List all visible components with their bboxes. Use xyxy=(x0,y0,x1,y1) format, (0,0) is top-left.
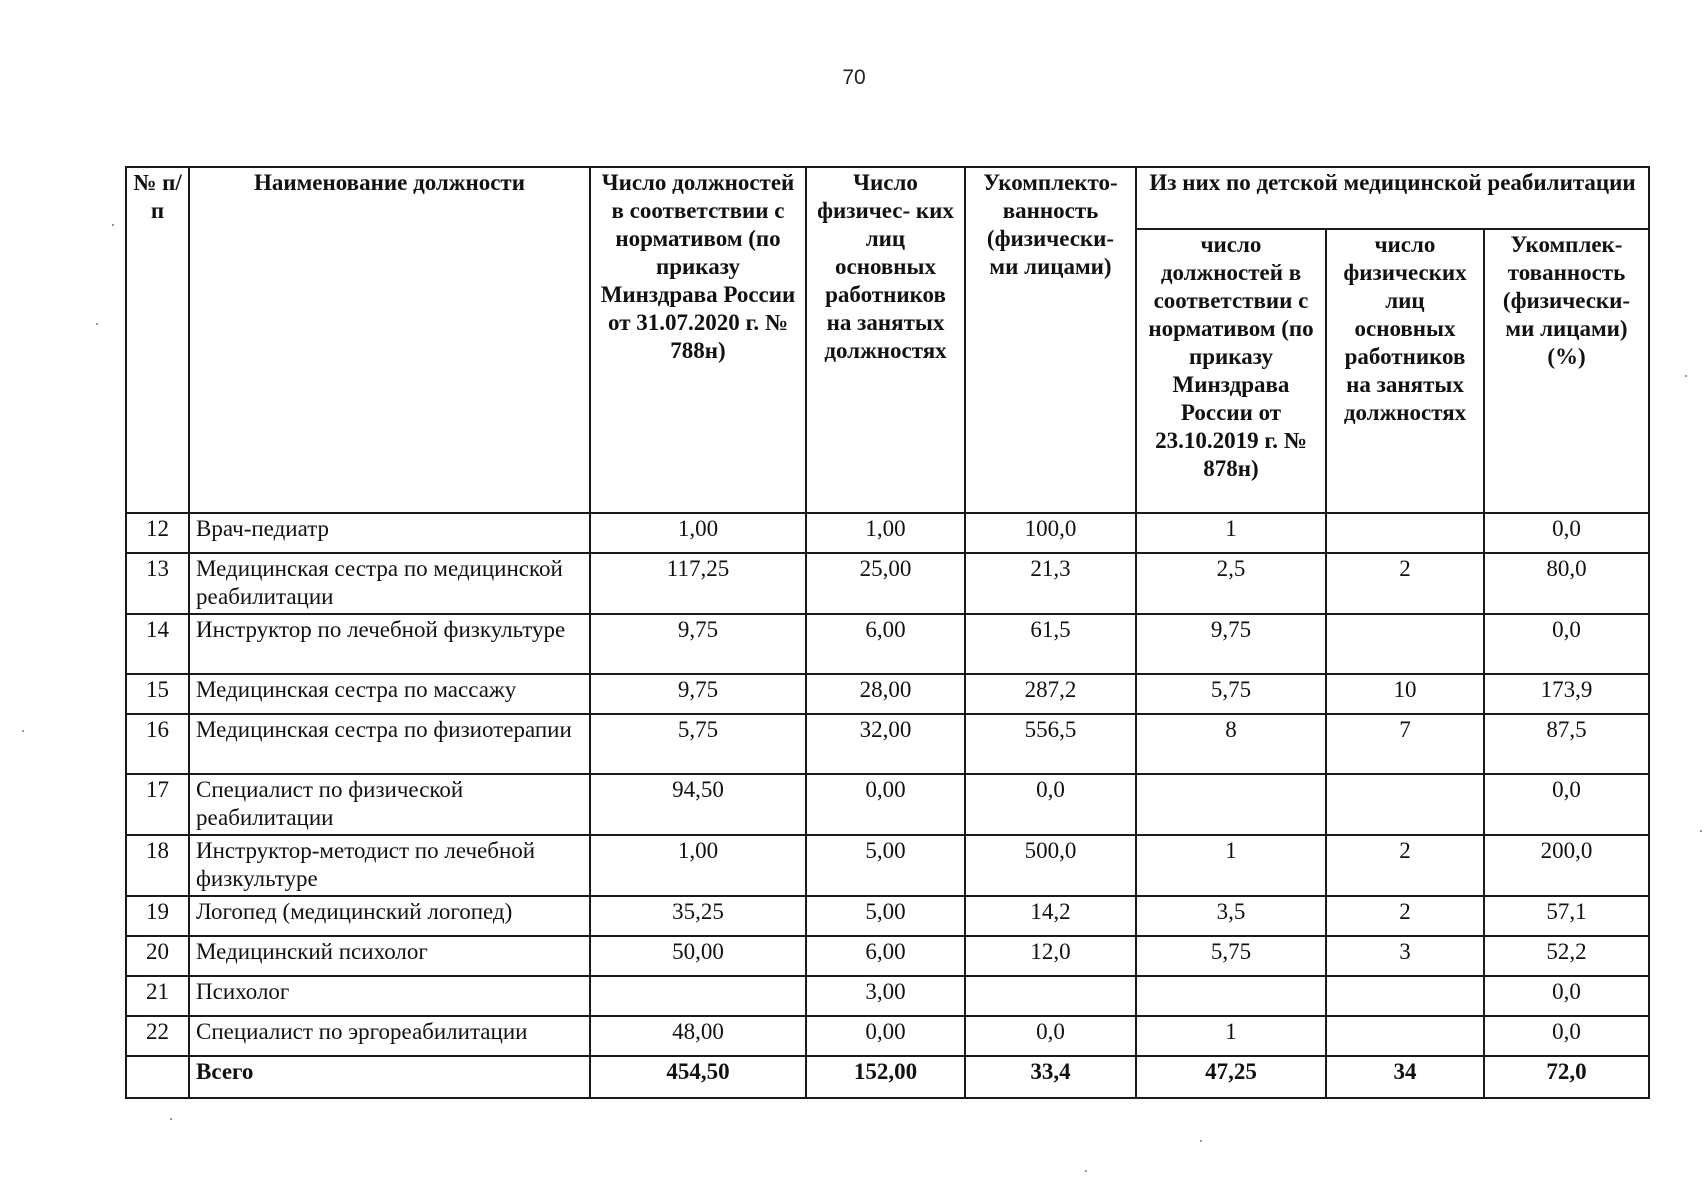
header-row xyxy=(126,167,1649,229)
total-persons: 152,00 xyxy=(806,1056,965,1098)
row-child-persons: 10 xyxy=(1326,674,1484,714)
row-child-norm: 1 xyxy=(1136,1016,1326,1056)
row-child-staffing: 173,9 xyxy=(1484,674,1649,714)
scan-speck xyxy=(1700,830,1702,832)
total-num xyxy=(126,1056,189,1098)
row-staffing: 0,0 xyxy=(965,774,1136,835)
row-staffing: 12,0 xyxy=(965,936,1136,976)
table-row xyxy=(126,674,1649,714)
row-child-persons: 7 xyxy=(1326,714,1484,774)
row-name: Медицинская сестра по медицинской реабилитации xyxy=(189,553,590,614)
row-child-norm xyxy=(1136,774,1326,835)
row-child-norm: 2,5 xyxy=(1136,553,1326,614)
row-norm: 50,00 xyxy=(590,936,806,976)
table-row xyxy=(126,835,1649,896)
row-child-norm: 8 xyxy=(1136,714,1326,774)
row-persons: 28,00 xyxy=(806,674,965,714)
scan-speck xyxy=(22,730,24,732)
header-child-norm-positions: число должностей в соответствии с нормативом (по приказу Минздрава России от 23.10.2019 г. № 878н) xyxy=(1136,229,1326,513)
header-child-rehab-group: Из них по детской медицинской реабилитации xyxy=(1136,167,1649,229)
row-norm: 1,00 xyxy=(590,513,806,553)
row-norm: 1,00 xyxy=(590,835,806,896)
row-staffing: 14,2 xyxy=(965,896,1136,936)
row-num: 18 xyxy=(126,835,189,896)
table-row xyxy=(126,553,1649,614)
row-child-persons xyxy=(1326,513,1484,553)
row-child-norm: 9,75 xyxy=(1136,614,1326,674)
row-num: 19 xyxy=(126,896,189,936)
row-staffing xyxy=(965,976,1136,1016)
header-name: Наименование должности xyxy=(189,167,590,513)
table-row xyxy=(126,936,1649,976)
scan-speck xyxy=(170,1118,172,1120)
table-body xyxy=(126,513,1649,1098)
row-persons: 5,00 xyxy=(806,835,965,896)
row-norm xyxy=(590,976,806,1016)
row-staffing: 21,3 xyxy=(965,553,1136,614)
row-norm: 5,75 xyxy=(590,714,806,774)
row-persons: 1,00 xyxy=(806,513,965,553)
row-name: Специалист по эргореабилитации xyxy=(189,1016,590,1056)
row-staffing: 61,5 xyxy=(965,614,1136,674)
table-row xyxy=(126,513,1649,553)
row-norm: 35,25 xyxy=(590,896,806,936)
table-row xyxy=(126,896,1649,936)
row-child-norm: 1 xyxy=(1136,513,1326,553)
table-row xyxy=(126,976,1649,1016)
row-name: Медицинский психолог xyxy=(189,936,590,976)
row-norm: 94,50 xyxy=(590,774,806,835)
scan-speck xyxy=(1200,1140,1202,1142)
row-name: Инструктор-методист по лечебной физкультуре xyxy=(189,835,590,896)
total-label: Всего xyxy=(189,1056,590,1098)
row-child-staffing: 57,1 xyxy=(1484,896,1649,936)
row-name: Медицинская сестра по массажу xyxy=(189,674,590,714)
row-child-staffing: 200,0 xyxy=(1484,835,1649,896)
staffing-table xyxy=(125,166,1650,1099)
row-child-persons xyxy=(1326,614,1484,674)
row-child-persons: 3 xyxy=(1326,936,1484,976)
table-row xyxy=(126,774,1649,835)
row-persons: 6,00 xyxy=(806,614,965,674)
row-child-staffing: 87,5 xyxy=(1484,714,1649,774)
row-num: 20 xyxy=(126,936,189,976)
scan-speck xyxy=(112,224,114,226)
table-row xyxy=(126,1016,1649,1056)
row-persons: 5,00 xyxy=(806,896,965,936)
row-staffing: 556,5 xyxy=(965,714,1136,774)
row-persons: 0,00 xyxy=(806,1016,965,1056)
row-child-staffing: 0,0 xyxy=(1484,774,1649,835)
row-num: 15 xyxy=(126,674,189,714)
total-row xyxy=(126,1056,1649,1098)
row-persons: 25,00 xyxy=(806,553,965,614)
total-child-persons: 34 xyxy=(1326,1056,1484,1098)
row-child-persons xyxy=(1326,774,1484,835)
row-num: 22 xyxy=(126,1016,189,1056)
row-child-staffing: 0,0 xyxy=(1484,513,1649,553)
row-child-norm: 5,75 xyxy=(1136,674,1326,714)
row-child-norm: 3,5 xyxy=(1136,896,1326,936)
row-staffing: 100,0 xyxy=(965,513,1136,553)
row-child-staffing: 0,0 xyxy=(1484,1016,1649,1056)
row-name: Психолог xyxy=(189,976,590,1016)
row-staffing: 287,2 xyxy=(965,674,1136,714)
row-num: 21 xyxy=(126,976,189,1016)
row-persons: 0,00 xyxy=(806,774,965,835)
row-norm: 48,00 xyxy=(590,1016,806,1056)
row-persons: 6,00 xyxy=(806,936,965,976)
row-child-staffing: 80,0 xyxy=(1484,553,1649,614)
row-child-norm: 1 xyxy=(1136,835,1326,896)
row-norm: 9,75 xyxy=(590,674,806,714)
page-number: 70 xyxy=(842,66,866,89)
row-child-persons: 2 xyxy=(1326,896,1484,936)
row-child-staffing: 52,2 xyxy=(1484,936,1649,976)
row-name: Врач-педиатр xyxy=(189,513,590,553)
row-child-persons: 2 xyxy=(1326,835,1484,896)
table-row xyxy=(126,614,1649,674)
row-norm: 9,75 xyxy=(590,614,806,674)
header-child-physical-persons: число физических лиц основных работников на занятых должностях xyxy=(1326,229,1484,513)
row-child-norm: 5,75 xyxy=(1136,936,1326,976)
row-child-persons xyxy=(1326,1016,1484,1056)
scan-speck xyxy=(96,323,98,325)
row-staffing: 0,0 xyxy=(965,1016,1136,1056)
row-child-staffing: 0,0 xyxy=(1484,976,1649,1016)
row-name: Медицинская сестра по физиотерапии xyxy=(189,714,590,774)
header-child-staffing: Укомплек- тованность (физически- ми лицами) (%) xyxy=(1484,229,1649,513)
row-persons: 32,00 xyxy=(806,714,965,774)
header-norm-positions: Число должностей в соответствии с нормативом (по приказу Минздрава России от 31.07.2020 г. № 788н) xyxy=(590,167,806,513)
row-name: Специалист по физической реабилитации xyxy=(189,774,590,835)
row-num: 16 xyxy=(126,714,189,774)
total-staffing: 33,4 xyxy=(965,1056,1136,1098)
row-num: 14 xyxy=(126,614,189,674)
row-child-persons xyxy=(1326,976,1484,1016)
scan-speck xyxy=(1685,375,1687,377)
header-num: № п/п xyxy=(126,167,189,513)
row-norm: 117,25 xyxy=(590,553,806,614)
total-norm: 454,50 xyxy=(590,1056,806,1098)
row-child-norm xyxy=(1136,976,1326,1016)
total-child-norm: 47,25 xyxy=(1136,1056,1326,1098)
row-child-persons: 2 xyxy=(1326,553,1484,614)
row-num: 13 xyxy=(126,553,189,614)
total-child-staffing: 72,0 xyxy=(1484,1056,1649,1098)
header-physical-persons: Число физичес- ких лиц основных работников на занятых должностях xyxy=(806,167,965,513)
row-name: Логопед (медицинский логопед) xyxy=(189,896,590,936)
row-num: 12 xyxy=(126,513,189,553)
table-row xyxy=(126,714,1649,774)
row-staffing: 500,0 xyxy=(965,835,1136,896)
row-name: Инструктор по лечебной физкультуре xyxy=(189,614,590,674)
scan-speck xyxy=(1085,1170,1087,1172)
row-persons: 3,00 xyxy=(806,976,965,1016)
row-num: 17 xyxy=(126,774,189,835)
header-staffing: Укомплекто- ванность (физически- ми лицами) xyxy=(965,167,1136,513)
row-child-staffing: 0,0 xyxy=(1484,614,1649,674)
